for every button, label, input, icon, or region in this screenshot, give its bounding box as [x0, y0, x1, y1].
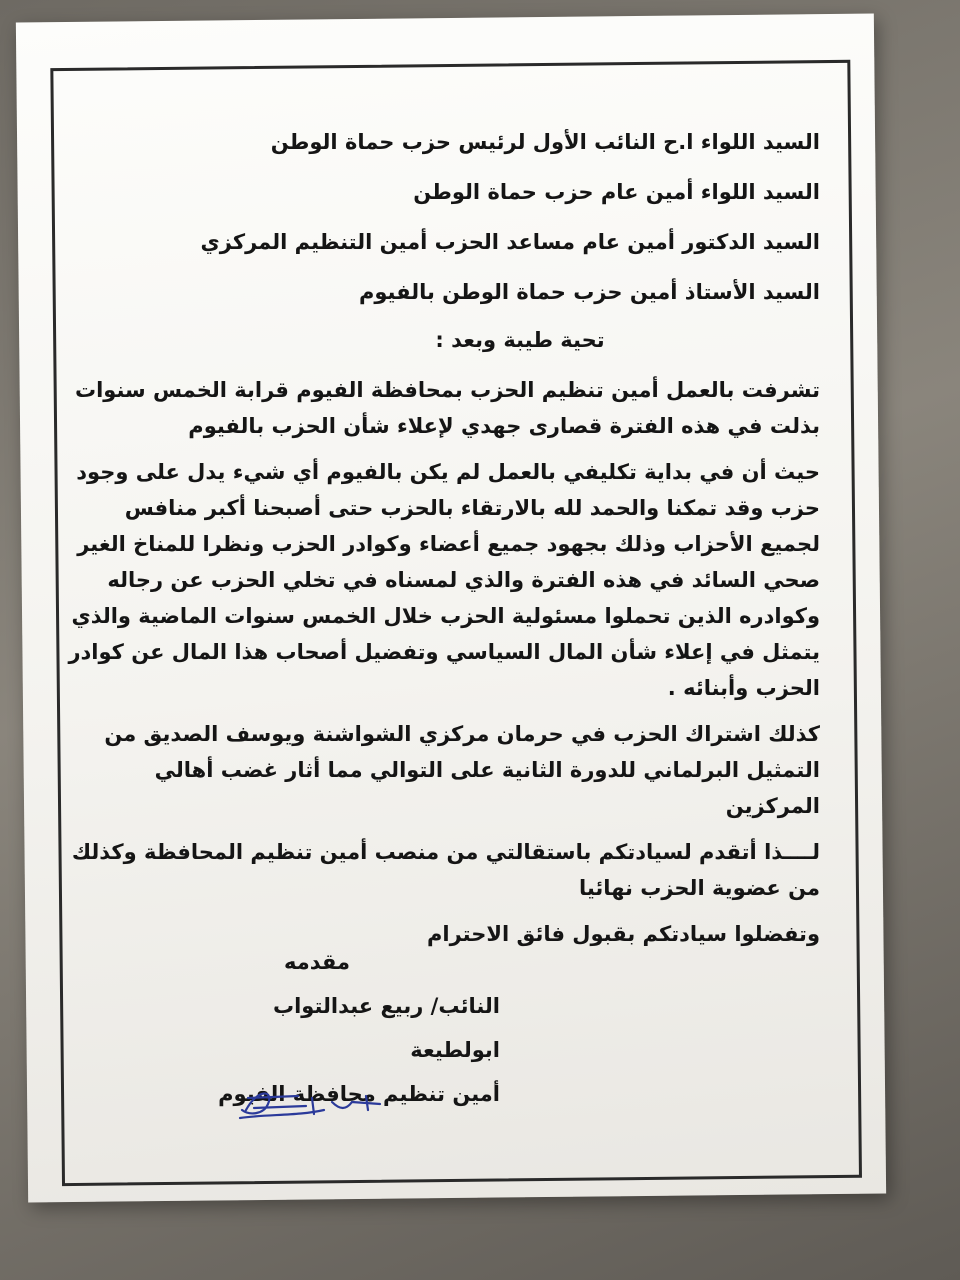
signer-name: النائب/ ربيع عبدالتواب ابولطيعة — [272, 994, 500, 1062]
handwritten-signature — [228, 1080, 388, 1128]
addressee-line: السيد اللواء ا.ح النائب الأول لرئيس حزب حماة الوطن — [270, 130, 820, 154]
presented-by-label: مقدمه — [284, 950, 350, 974]
paragraph: تشرفت بالعمل أمين تنظيم الحزب بمحافظة الفيوم قرابة الخمس سنوات بذلت في هذه الفترة قصارى جهدي لإعلاء شأن الحزب بالفيوم — [75, 378, 820, 438]
paragraph: لــــذا أتقدم لسيادتكم باستقالتي من منصب أمين تنظيم المحافظة وكذلك من عضوية الحزب نهائيا — [71, 840, 820, 900]
paragraph: حيث أن في بداية تكليفي بالعمل لم يكن بالفيوم أي شيء يدل على وجود حزب وقد تمكنا والحمد لله بالارتقاء بالحزب حتى أصبحنا أكبر منافس لجميع الأحزاب وذلك بجهود جميع أعضاء وكوادر الحزب ونظرا للمناخ الغير صحي السائد في هذه الفترة والذي لمسناه في تخلي الحزب عن رجاله وكوادره الذين تحملوا مسئولية الحزب خلال الخمس سنوات الماضية والذي يتمثل في إعلاء شأن المال السياسي وتفضيل أصحاب هذا المال عن كوادر الحزب وأبنائه . — [68, 460, 820, 700]
letter-body — [60, 128, 820, 980]
paragraph: كذلك اشتراك الحزب في حرمان مركزي الشواشنة ويوسف الصديق من التمثيل البرلماني للدورة الثانية على التوالي مما أثار غضب أهالي المركزين — [104, 722, 820, 818]
addressee-line: السيد الأستاذ أمين حزب حماة الوطن بالفيوم — [358, 280, 820, 304]
addressee-line: السيد الدكتور أمين عام مساعد الحزب أمين التنظيم المركزي — [200, 230, 820, 254]
addressee-line: السيد اللواء أمين عام حزب حماة الوطن — [413, 180, 820, 204]
closing-line: وتفضلوا سيادتكم بقبول فائق الاحترام — [427, 922, 820, 946]
greeting: تحية طيبة وبعد : — [435, 328, 605, 352]
signer-title: أمين تنظيم محافظة الفيوم — [218, 1082, 500, 1106]
